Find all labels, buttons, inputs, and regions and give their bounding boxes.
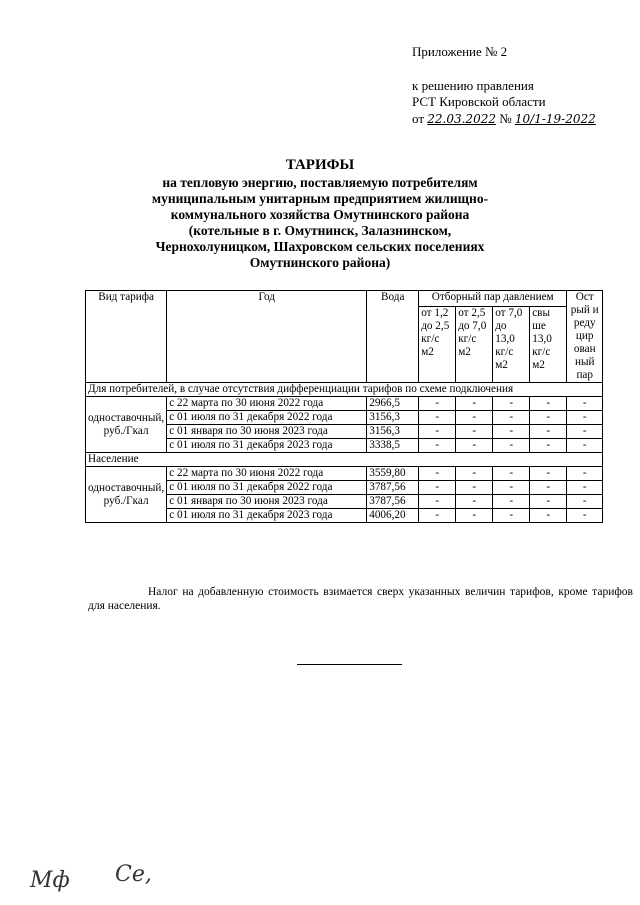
dash-cell: - [530, 495, 567, 509]
signature-right: Се, [115, 862, 152, 887]
dash-cell: - [419, 467, 456, 481]
dash-cell: - [419, 425, 456, 439]
value-cell: 3787,56 [367, 481, 419, 495]
title-line-5: Чернохолуницком, Шахровском сельских поселениях [155, 239, 485, 254]
dash-cell: - [456, 481, 493, 495]
value-cell: 3338,5 [367, 439, 419, 453]
signature-left: Мф [30, 868, 70, 893]
value-cell: 4006,20 [367, 509, 419, 523]
table-row [86, 467, 603, 481]
number-label: № [499, 111, 512, 126]
from-label: от [412, 111, 425, 126]
dash-cell: - [567, 439, 603, 453]
dash-cell: - [493, 509, 530, 523]
dash-cell: - [567, 481, 603, 495]
dash-cell: - [456, 495, 493, 509]
value-cell: 3787,56 [367, 495, 419, 509]
subheader-2: от 2,5 до 7,0 кг/с м2 [456, 307, 493, 383]
appendix-title: Приложение № 2 [412, 44, 508, 59]
dash-cell: - [456, 397, 493, 411]
dash-cell: - [456, 439, 493, 453]
dash-cell: - [493, 411, 530, 425]
vat-note: Налог на добавленную стоимость взимается сверх указанных величин тарифов, кроме тарифов для населения. [88, 586, 633, 612]
period-cell: с 22 марта по 30 июня 2022 года [167, 397, 367, 411]
dash-cell: - [530, 439, 567, 453]
title-line-2: муниципальным унитарным предприятием жилищно- [151, 191, 489, 206]
tariffs-title-block [0, 157, 640, 271]
decision-number: 10/1-19-2022 [514, 112, 596, 126]
dash-cell: - [493, 467, 530, 481]
dash-cell: - [530, 411, 567, 425]
dash-cell: - [419, 439, 456, 453]
section-row [86, 453, 603, 467]
dash-cell: - [493, 495, 530, 509]
header-water: Вода [367, 291, 419, 383]
title-line-6: Омутнинского района) [249, 255, 391, 270]
dash-cell: - [530, 509, 567, 523]
dash-cell: - [456, 411, 493, 425]
dash-cell: - [419, 411, 456, 425]
period-cell: с 01 января по 30 июня 2023 года [167, 425, 367, 439]
value-cell: 3559,80 [367, 467, 419, 481]
header-row [86, 291, 603, 307]
dash-cell: - [530, 397, 567, 411]
dash-cell: - [419, 397, 456, 411]
dash-cell: - [456, 509, 493, 523]
header-year: Год [167, 291, 367, 383]
dash-cell: - [419, 495, 456, 509]
dash-cell: - [419, 509, 456, 523]
period-cell: с 01 июля по 31 декабря 2023 года [167, 439, 367, 453]
header-tariff-type: Вид тарифа [86, 291, 167, 383]
dash-cell: - [456, 467, 493, 481]
dash-cell: - [567, 411, 603, 425]
period-cell: с 01 июля по 31 декабря 2022 года [167, 481, 367, 495]
subheader-3: от 7,0 до 13,0 кг/с м2 [493, 307, 530, 383]
dash-cell: - [530, 467, 567, 481]
subheader-1: от 1,2 до 2,5 кг/с м2 [419, 307, 456, 383]
subheader-4: свы ше 13,0 кг/с м2 [530, 307, 567, 383]
separator-line [297, 664, 402, 665]
decision-date: 22.03.2022 [427, 112, 496, 126]
dash-cell: - [567, 495, 603, 509]
period-cell: с 22 марта по 30 июня 2022 года [167, 467, 367, 481]
tariff-type-cell: одноставочный, руб./Гкал [86, 397, 167, 453]
dash-cell: - [419, 481, 456, 495]
dash-cell: - [567, 509, 603, 523]
table-row [86, 397, 603, 411]
appendix-date-line [412, 111, 596, 127]
value-cell: 2966,5 [367, 397, 419, 411]
section-general: Для потребителей, в случае отсутствия дифференциации тарифов по схеме подключения [86, 383, 603, 397]
appendix-line2: РСТ Кировской области [412, 94, 546, 109]
tariff-type-cell: одноставочный, руб./Гкал [86, 467, 167, 523]
dash-cell: - [530, 481, 567, 495]
dash-cell: - [567, 467, 603, 481]
title-line-4: (котельные в г. Омутнинск, Залазнинском, [188, 223, 452, 238]
appendix-line1: к решению правления [412, 78, 534, 93]
header-sharp-steam: Ост рый и реду цир ован ный пар [567, 291, 603, 383]
dash-cell: - [493, 481, 530, 495]
period-cell: с 01 января по 30 июня 2023 года [167, 495, 367, 509]
title-line-3: коммунального хозяйства Омутнинского района [170, 207, 470, 222]
dash-cell: - [456, 425, 493, 439]
dash-cell: - [567, 425, 603, 439]
header-steam: Отборный пар давлением [419, 291, 567, 307]
period-cell: с 01 июля по 31 декабря 2022 года [167, 411, 367, 425]
section-row [86, 383, 603, 397]
dash-cell: - [530, 425, 567, 439]
section-population: Население [86, 453, 603, 467]
doc-title: ТАРИФЫ [285, 157, 355, 173]
title-line-1: на тепловую энергию, поставляемую потребителям [162, 175, 478, 190]
period-cell: с 01 июля по 31 декабря 2023 года [167, 509, 367, 523]
value-cell: 3156,3 [367, 411, 419, 425]
value-cell: 3156,3 [367, 425, 419, 439]
tariff-table [85, 290, 603, 523]
dash-cell: - [493, 425, 530, 439]
dash-cell: - [567, 397, 603, 411]
dash-cell: - [493, 439, 530, 453]
dash-cell: - [493, 397, 530, 411]
